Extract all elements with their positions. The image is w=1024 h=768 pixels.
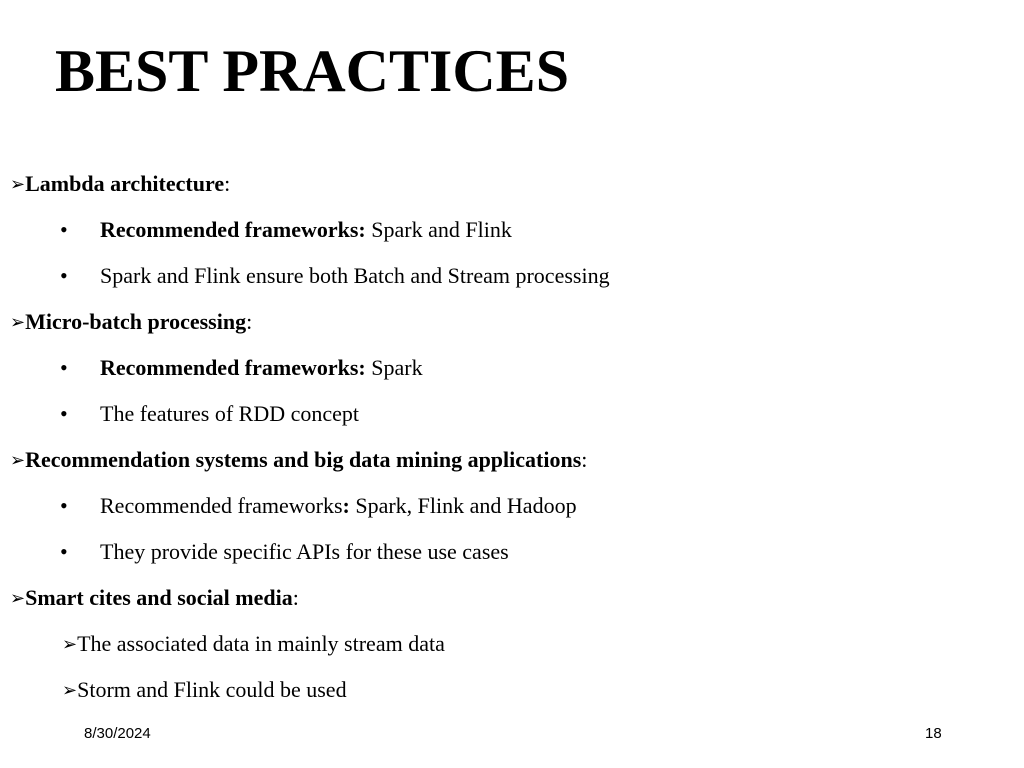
bullet-icon: • [60, 401, 68, 426]
bullet-icon: • [60, 493, 68, 518]
list-item-text: Spark and Flink ensure both Batch and Stream processing [100, 263, 610, 288]
list-item [62, 677, 347, 704]
arrow-bullet-icon: ➢ [62, 634, 78, 654]
list-item [60, 263, 610, 289]
bullet-icon: • [60, 263, 68, 288]
list-item-text: Spark, Flink and Hadoop [349, 493, 577, 518]
list-item-text: The features of RDD concept [100, 401, 360, 426]
section-heading-suffix: : [581, 447, 588, 472]
slide-title: BEST PRACTICES [55, 38, 570, 104]
list-item-text: They provide specific APIs for these use cases [100, 539, 509, 564]
section-heading-text: Smart cites and social media [25, 585, 293, 610]
list-item-text: The associated data in mainly stream data [77, 631, 445, 656]
list-item-bold: Recommended frameworks: [100, 217, 366, 242]
list-item [60, 401, 359, 427]
list-item-text: Spark [365, 355, 423, 380]
arrow-bullet-icon: ➢ [10, 588, 26, 608]
bullet-icon: • [60, 217, 68, 242]
list-item [60, 493, 577, 519]
arrow-bullet-icon: ➢ [10, 174, 26, 194]
list-item [60, 355, 423, 381]
arrow-bullet-icon: ➢ [10, 450, 26, 470]
list-item [60, 539, 509, 565]
list-item-pre: Recommended frameworks [100, 493, 343, 518]
list-item [60, 217, 512, 243]
section-heading-lambda [10, 171, 230, 198]
section-heading-smart-cities [10, 585, 299, 612]
section-heading-text: Lambda architecture [25, 171, 225, 196]
list-item [62, 631, 445, 658]
bullet-icon: • [60, 539, 68, 564]
section-heading-text: Micro-batch processing [25, 309, 247, 334]
section-heading-text: Recommendation systems and big data mining applications [25, 447, 582, 472]
list-item-bold: Recommended frameworks: [100, 355, 366, 380]
bullet-icon: • [60, 355, 68, 380]
list-item-bold: : [342, 493, 350, 518]
section-heading-micro-batch [10, 309, 252, 336]
arrow-bullet-icon: ➢ [62, 680, 78, 700]
section-heading-recommendation [10, 447, 587, 474]
section-heading-suffix: : [246, 309, 253, 334]
arrow-bullet-icon: ➢ [10, 312, 26, 332]
list-item-text: Spark and Flink [365, 217, 512, 242]
section-heading-suffix: : [224, 171, 231, 196]
footer-date: 8/30/2024 [84, 725, 151, 742]
section-heading-suffix: : [292, 585, 299, 610]
list-item-text: Storm and Flink could be used [77, 677, 347, 702]
footer-page-number: 18 [925, 725, 942, 742]
